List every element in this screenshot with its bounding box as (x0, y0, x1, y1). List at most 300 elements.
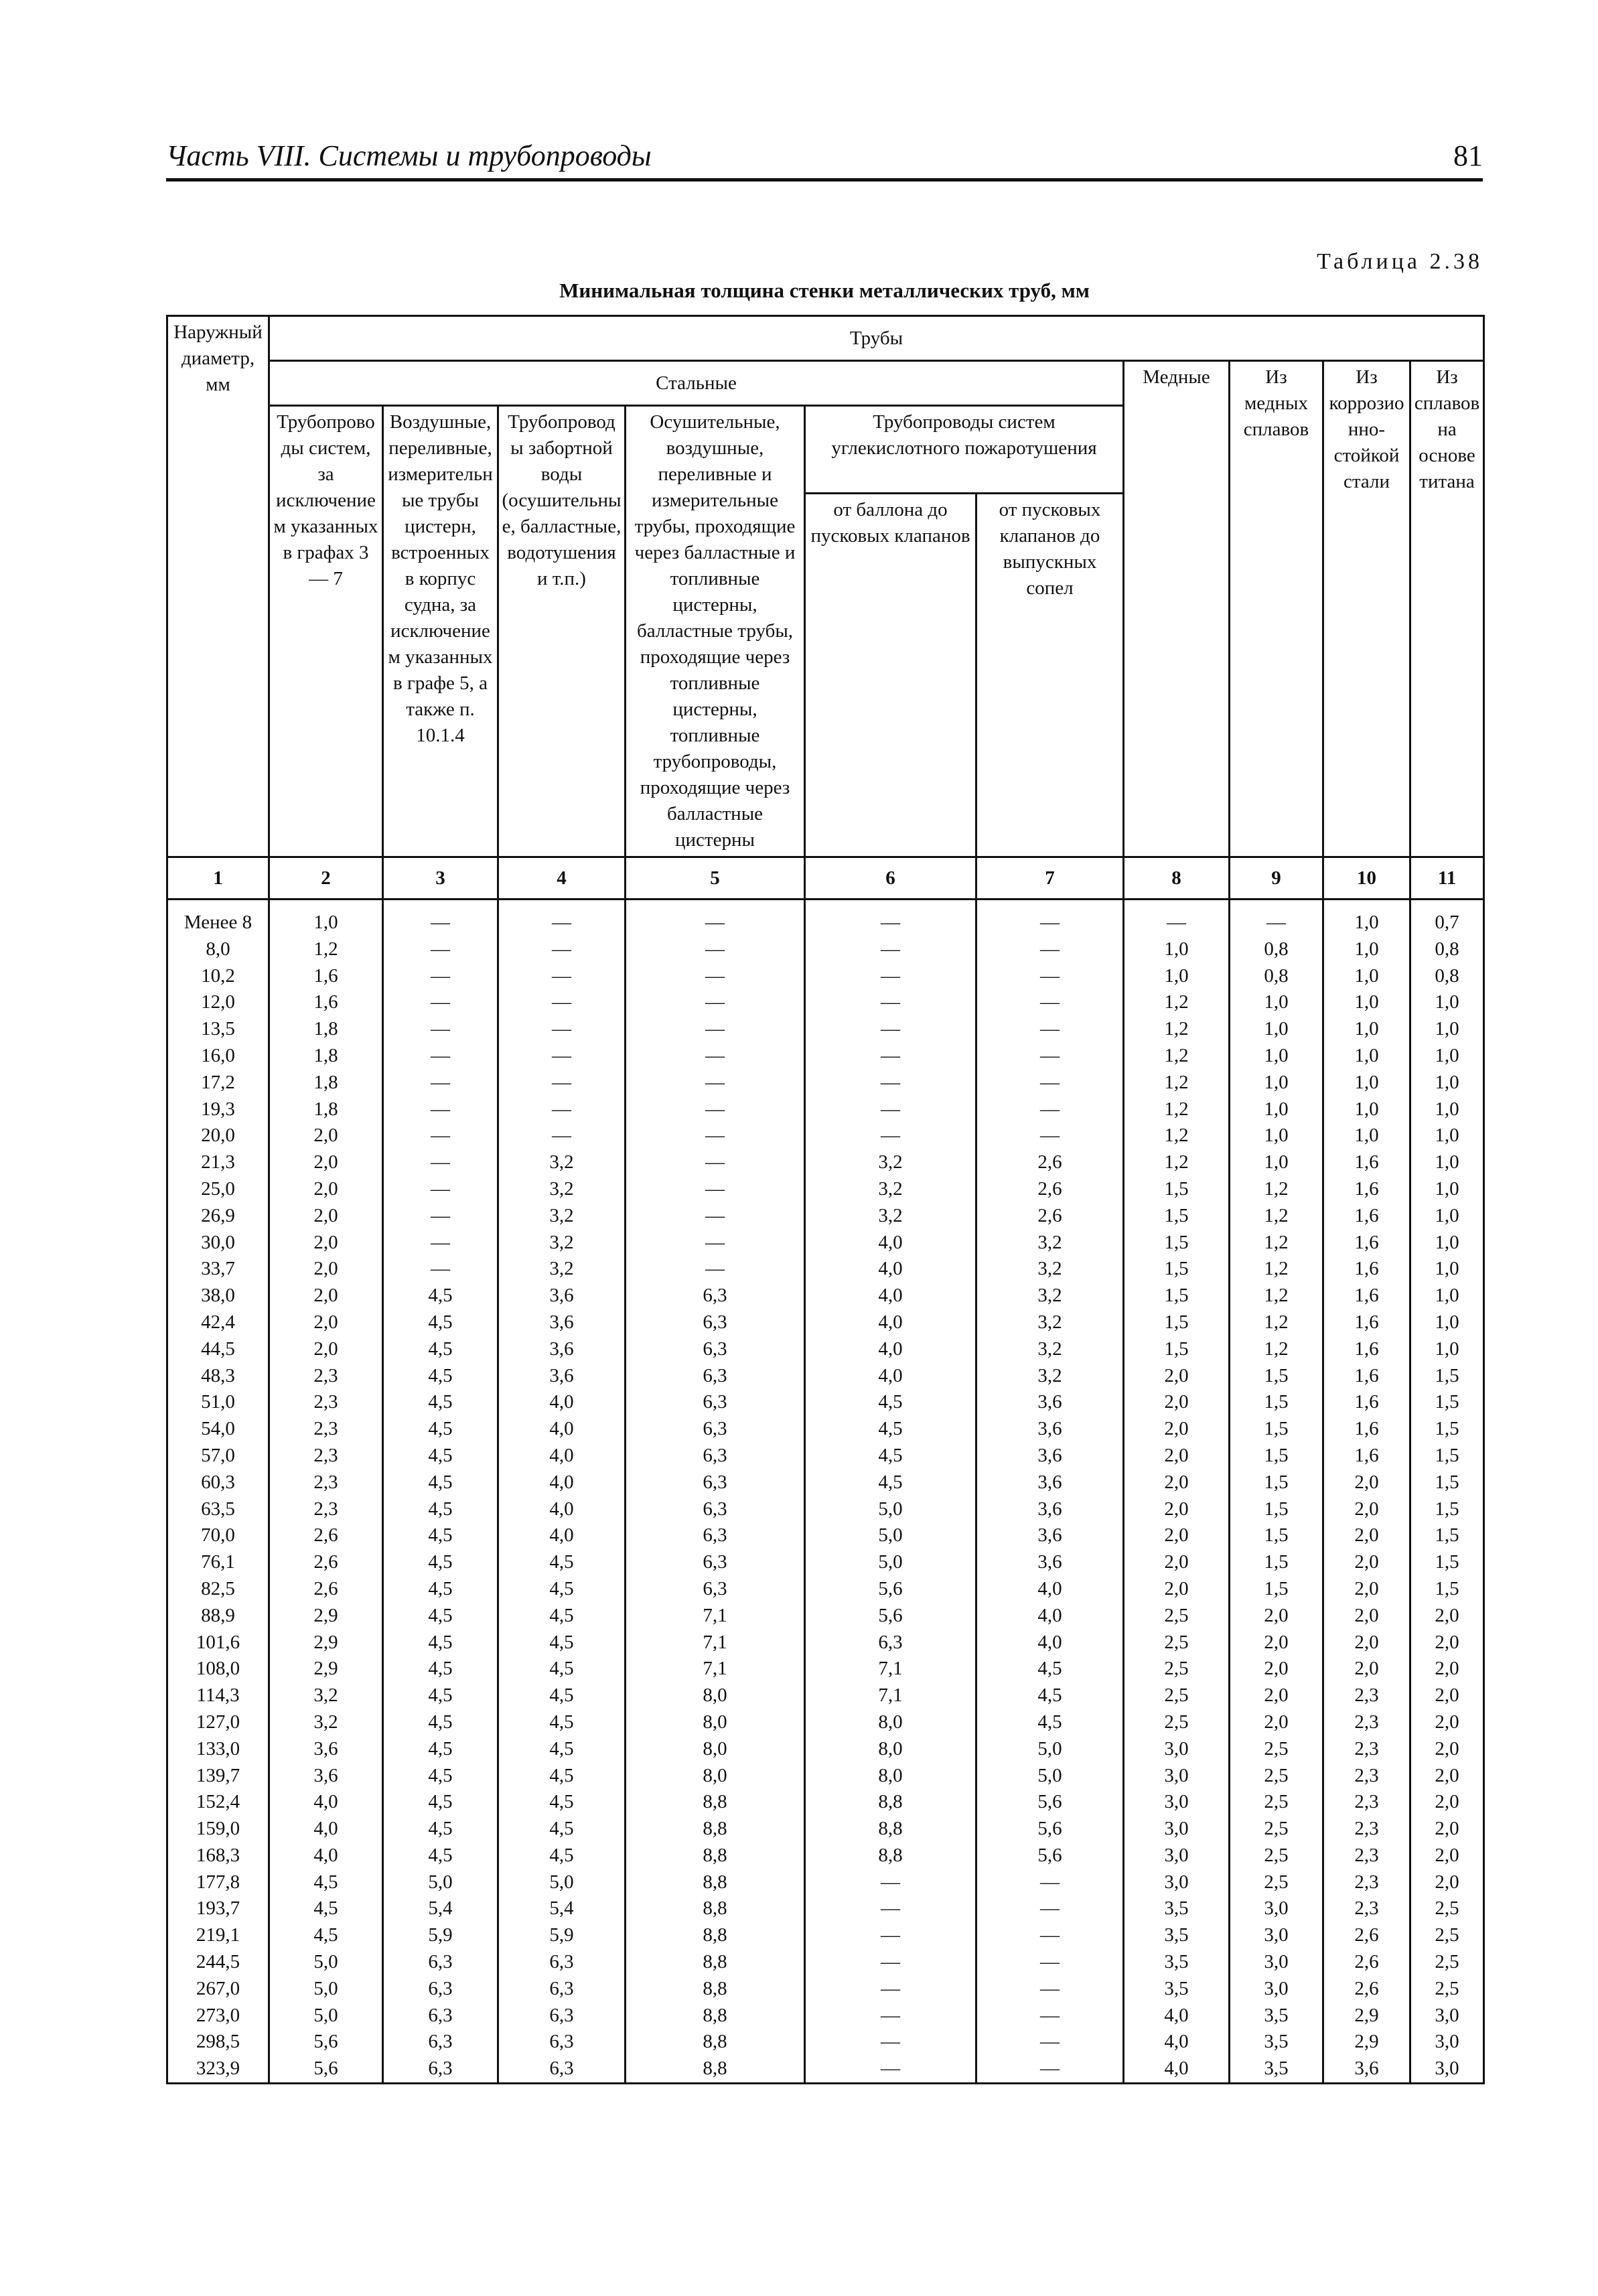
thickness-cell: 5,6 (269, 2029, 383, 2056)
thickness-cell: 4,5 (383, 1682, 498, 1709)
diameter-cell: 108,0 (167, 1656, 269, 1682)
thickness-cell: 4,5 (976, 1656, 1124, 1682)
thickness-cell: 6,3 (626, 1363, 805, 1390)
thickness-cell: 1,0 (1410, 1096, 1484, 1123)
thickness-cell: 4,5 (498, 1709, 626, 1736)
thickness-cell: 2,0 (1230, 1709, 1323, 1736)
thickness-cell: 2,9 (269, 1603, 383, 1630)
thickness-cell: 2,0 (1124, 1496, 1230, 1523)
thickness-cell: 2,3 (1323, 1709, 1410, 1736)
table-row (167, 1949, 1484, 1976)
diameter-cell: 19,3 (167, 1096, 269, 1123)
thickness-cell: 2,0 (1124, 1416, 1230, 1443)
thickness-cell: 1,5 (1410, 1522, 1484, 1549)
column-number: 3 (383, 857, 498, 900)
thickness-cell: — (805, 2029, 976, 2056)
thickness-cell: 1,0 (1410, 1230, 1484, 1257)
table-row (167, 2029, 1484, 2056)
thickness-cell: 8,0 (805, 1736, 976, 1763)
diameter-cell: 273,0 (167, 2003, 269, 2029)
table-row (167, 1869, 1484, 1896)
table-row (167, 1922, 1484, 1949)
thickness-cell: 4,5 (383, 1709, 498, 1736)
thickness-cell: 1,0 (1230, 1149, 1323, 1176)
diameter-cell: 42,4 (167, 1309, 269, 1336)
thickness-cell: 4,5 (383, 1603, 498, 1630)
thickness-cell: 3,6 (498, 1336, 626, 1363)
table-row (167, 1789, 1484, 1816)
diameter-cell: 177,8 (167, 1869, 269, 1896)
thickness-cell: — (976, 900, 1124, 936)
thickness-cell: — (626, 1203, 805, 1230)
thickness-cell: 3,2 (805, 1203, 976, 1230)
column-number: 10 (1323, 857, 1410, 900)
thickness-cell: 1,0 (1230, 1043, 1323, 1070)
thickness-cell: 1,2 (1124, 1070, 1230, 1096)
thickness-cell: 1,0 (269, 900, 383, 936)
table-row (167, 1176, 1484, 1203)
thickness-cell: 2,3 (269, 1389, 383, 1416)
thickness-cell: 4,5 (383, 1469, 498, 1496)
thickness-cell: — (976, 1869, 1124, 1896)
thickness-cell: 2,0 (269, 1149, 383, 1176)
thickness-cell: 2,9 (1323, 2029, 1410, 2056)
thickness-cell: 1,0 (1410, 1256, 1484, 1283)
thickness-cell: 2,6 (269, 1576, 383, 1603)
table-row (167, 1576, 1484, 1603)
thickness-cell: — (805, 2056, 976, 2083)
thickness-cell: 3,0 (1124, 1843, 1230, 1869)
thickness-cell: 1,6 (1323, 1416, 1410, 1443)
thickness-cell: 1,2 (1124, 989, 1230, 1016)
thickness-cell: 2,6 (269, 1549, 383, 1576)
thickness-cell: 2,0 (1410, 1682, 1484, 1709)
thickness-cell: — (805, 963, 976, 990)
thickness-cell: 2,5 (1124, 1630, 1230, 1656)
co2-system-header: Трубопроводы систем углекислотного пожаротушения (805, 406, 1124, 494)
thickness-cell: 3,2 (976, 1363, 1124, 1390)
thickness-cell: 6,3 (626, 1283, 805, 1309)
thickness-cell: 1,0 (1410, 1149, 1484, 1176)
thickness-cell: — (976, 989, 1124, 1016)
table-row (167, 1976, 1484, 2003)
table-row (167, 1656, 1484, 1682)
thickness-cell: 1,0 (1410, 1070, 1484, 1096)
thickness-cell: 2,5 (1410, 1922, 1484, 1949)
thickness-cell: 4,0 (269, 1843, 383, 1869)
thickness-cell: — (498, 1096, 626, 1123)
thickness-cell: — (976, 1976, 1124, 2003)
thickness-cell: 3,6 (498, 1283, 626, 1309)
thickness-cell: 6,3 (498, 1949, 626, 1976)
diameter-cell: 219,1 (167, 1922, 269, 1949)
thickness-cell: 3,0 (1230, 1949, 1323, 1976)
thickness-cell: 4,5 (498, 1816, 626, 1843)
diameter-cell: 139,7 (167, 1763, 269, 1790)
thickness-cell: 2,3 (269, 1363, 383, 1390)
thickness-cell: 2,0 (1124, 1469, 1230, 1496)
thickness-cell: — (976, 2056, 1124, 2083)
thickness-cell: 4,0 (498, 1496, 626, 1523)
thickness-cell: 2,3 (1323, 1869, 1410, 1896)
thickness-cell: 1,5 (1230, 1469, 1323, 1496)
thickness-cell: 2,0 (1124, 1549, 1230, 1576)
thickness-cell: 2,9 (1323, 2003, 1410, 2029)
table-row (167, 1256, 1484, 1283)
thickness-cell: 8,8 (805, 1816, 976, 1843)
thickness-cell: — (626, 1256, 805, 1283)
thickness-cell: 2,0 (1410, 1789, 1484, 1816)
thickness-cell: 2,3 (269, 1469, 383, 1496)
thickness-cell: 2,0 (1410, 1763, 1484, 1790)
thickness-cell: 4,5 (269, 1922, 383, 1949)
table-row (167, 1522, 1484, 1549)
thickness-cell: — (805, 1869, 976, 1896)
thickness-cell: 1,0 (1323, 1016, 1410, 1043)
thickness-cell: 4,5 (498, 1763, 626, 1790)
diameter-cell: 159,0 (167, 1816, 269, 1843)
thickness-cell: 3,2 (976, 1256, 1124, 1283)
thickness-cell: 2,0 (1124, 1443, 1230, 1469)
table-caption: Минимальная толщина стенки металлических труб, мм (559, 279, 1090, 302)
thickness-cell: 4,5 (383, 1416, 498, 1443)
copper-alloys-header: Из медных сплавов (1230, 361, 1323, 857)
thickness-cell: 5,9 (383, 1922, 498, 1949)
thickness-cell: 8,0 (626, 1736, 805, 1763)
thickness-cell: 6,3 (383, 2029, 498, 2056)
thickness-cell: 4,5 (976, 1682, 1124, 1709)
thickness-cell: 0,8 (1230, 963, 1323, 990)
column-number: 11 (1410, 857, 1484, 900)
copper-header: Медные (1124, 361, 1230, 857)
table-row (167, 1416, 1484, 1443)
thickness-cell: — (805, 989, 976, 1016)
thickness-cell: 4,5 (805, 1469, 976, 1496)
thickness-cell: 4,5 (805, 1416, 976, 1443)
diameter-cell: 20,0 (167, 1123, 269, 1149)
thickness-cell: 8,8 (805, 1843, 976, 1869)
thickness-cell: 7,1 (626, 1630, 805, 1656)
thickness-cell: 4,0 (498, 1469, 626, 1496)
thickness-cell: 1,5 (1410, 1389, 1484, 1416)
thickness-cell: 3,0 (1124, 1736, 1230, 1763)
thickness-cell: 3,2 (976, 1336, 1124, 1363)
diameter-cell: 44,5 (167, 1336, 269, 1363)
thickness-cell: 0,8 (1230, 936, 1323, 963)
thickness-cell: 2,0 (1323, 1656, 1410, 1682)
thickness-cell: — (498, 900, 626, 936)
thickness-cell: 4,5 (383, 1656, 498, 1682)
thickness-cell: 4,0 (805, 1309, 976, 1336)
thickness-cell: 5,0 (269, 1949, 383, 1976)
table-row (167, 900, 1484, 936)
thickness-cell: 4,5 (269, 1869, 383, 1896)
thickness-cell: 3,0 (1124, 1816, 1230, 1843)
thickness-cell: 1,0 (1323, 963, 1410, 990)
thickness-cell: — (383, 1203, 498, 1230)
thickness-cell: 4,0 (1124, 2029, 1230, 2056)
thickness-cell: 4,5 (269, 1895, 383, 1922)
col-2-header: Трубопроводы систем, за исключением указанных в графах 3 — 7 (269, 406, 383, 857)
thickness-cell: 3,6 (1323, 2056, 1410, 2083)
thickness-cell: 1,5 (1124, 1230, 1230, 1257)
thickness-cell: 2,6 (976, 1149, 1124, 1176)
thickness-cell: 8,8 (626, 2056, 805, 2083)
thickness-cell: 5,0 (805, 1496, 976, 1523)
thickness-cell: 1,2 (1230, 1203, 1323, 1230)
thickness-cell: 4,5 (383, 1630, 498, 1656)
thickness-cell: — (498, 989, 626, 1016)
diameter-cell: 17,2 (167, 1070, 269, 1096)
thickness-cell: 3,6 (269, 1763, 383, 1790)
thickness-cell: 2,0 (1323, 1576, 1410, 1603)
thickness-cell: 3,6 (976, 1416, 1124, 1443)
thickness-cell: 4,5 (383, 1816, 498, 1843)
thickness-cell: 2,3 (1323, 1895, 1410, 1922)
thickness-cell: 6,3 (626, 1336, 805, 1363)
thickness-cell: 6,3 (626, 1576, 805, 1603)
thickness-cell: 2,3 (1323, 1843, 1410, 1869)
table-row (167, 963, 1484, 990)
column-number: 9 (1230, 857, 1323, 900)
thickness-cell: 4,5 (383, 1549, 498, 1576)
thickness-cell: 1,2 (1230, 1176, 1323, 1203)
thickness-cell: — (976, 963, 1124, 990)
thickness-cell: 2,5 (1230, 1736, 1323, 1763)
thickness-cell: 8,8 (626, 1816, 805, 1843)
thickness-cell: 1,2 (1230, 1336, 1323, 1363)
col-4-header: Трубопроводы забортной воды (осушительные, балластные, водотушения и т.п.) (498, 406, 626, 857)
thickness-cell: — (498, 1043, 626, 1070)
thickness-cell: 8,8 (626, 1789, 805, 1816)
thickness-cell: — (976, 936, 1124, 963)
table-row (167, 1016, 1484, 1043)
thickness-cell: — (498, 963, 626, 990)
thickness-cell: 4,5 (805, 1389, 976, 1416)
thickness-cell: 2,0 (1410, 1816, 1484, 1843)
col-diameter-header: Наружный диаметр, мм (167, 316, 269, 857)
thickness-cell: 2,0 (1323, 1603, 1410, 1630)
thickness-cell: 6,3 (626, 1549, 805, 1576)
thickness-cell: 2,5 (1230, 1843, 1323, 1869)
thickness-cell: 3,0 (1410, 2029, 1484, 2056)
thickness-cell: 4,5 (383, 1763, 498, 1790)
thickness-cell: 8,8 (626, 1869, 805, 1896)
thickness-cell: — (383, 989, 498, 1016)
thickness-cell: 1,0 (1410, 1123, 1484, 1149)
thickness-cell: 2,3 (1323, 1763, 1410, 1790)
thickness-cell: 4,5 (498, 1736, 626, 1763)
thickness-cell: 1,2 (1230, 1230, 1323, 1257)
diameter-cell: 88,9 (167, 1603, 269, 1630)
col-5-header: Осушительные, воздушные, переливные и измерительные трубы, проходящие через балластные и топливные цистерны, балластные трубы, проходящие через топливные цистерны, топливные трубопроводы, проходящие через балластные цистерны (626, 406, 805, 857)
table-row (167, 1709, 1484, 1736)
thickness-cell: 3,6 (976, 1522, 1124, 1549)
thickness-cell: 1,6 (1323, 1336, 1410, 1363)
thickness-cell: 4,5 (383, 1736, 498, 1763)
thickness-cell: — (498, 1070, 626, 1096)
thickness-cell: 5,0 (976, 1763, 1124, 1790)
thickness-cell: 8,8 (626, 1895, 805, 1922)
thickness-cell: 4,5 (383, 1363, 498, 1390)
thickness-cell: 6,3 (626, 1309, 805, 1336)
thickness-cell: 3,6 (976, 1389, 1124, 1416)
thickness-cell: 1,2 (1124, 1016, 1230, 1043)
thickness-cell: 1,5 (1410, 1549, 1484, 1576)
thickness-cell: 1,6 (269, 963, 383, 990)
thickness-cell: 1,6 (1323, 1283, 1410, 1309)
thickness-cell: 4,5 (498, 1603, 626, 1630)
thickness-cell: 1,6 (1323, 1149, 1410, 1176)
thickness-cell: 1,2 (1230, 1283, 1323, 1309)
thickness-cell: 4,5 (383, 1522, 498, 1549)
thickness-cell: 4,5 (805, 1443, 976, 1469)
thickness-cell: 1,0 (1410, 1336, 1484, 1363)
thickness-cell: — (805, 936, 976, 963)
thickness-cell: 4,0 (805, 1283, 976, 1309)
thickness-cell: 5,6 (976, 1816, 1124, 1843)
thickness-cell: 2,0 (1410, 1869, 1484, 1896)
thickness-cell: 4,0 (498, 1522, 626, 1549)
thickness-cell: 1,6 (269, 989, 383, 1016)
thickness-cell: 1,5 (1230, 1389, 1323, 1416)
thickness-cell: 2,5 (1230, 1789, 1323, 1816)
diameter-cell: 51,0 (167, 1389, 269, 1416)
thickness-cell: 1,6 (1323, 1256, 1410, 1283)
diameter-cell: 38,0 (167, 1283, 269, 1309)
thickness-cell: 2,0 (1230, 1656, 1323, 1682)
thickness-cell: — (383, 1096, 498, 1123)
table-row (167, 1763, 1484, 1790)
diameter-cell: 267,0 (167, 1976, 269, 2003)
thickness-cell: 6,3 (498, 2003, 626, 2029)
thickness-cell: 6,3 (383, 1949, 498, 1976)
thickness-cell: 5,0 (805, 1522, 976, 1549)
thickness-cell: 1,5 (1410, 1443, 1484, 1469)
thickness-cell: 3,2 (805, 1176, 976, 1203)
thickness-cell: 1,6 (1323, 1203, 1410, 1230)
thickness-cell: 2,3 (269, 1496, 383, 1523)
thickness-cell: 1,5 (1230, 1576, 1323, 1603)
thickness-cell: — (626, 1096, 805, 1123)
diameter-cell: Менее 8 (167, 900, 269, 936)
thickness-cell: 5,0 (976, 1736, 1124, 1763)
thickness-cell: 3,6 (976, 1443, 1124, 1469)
thickness-cell: 3,2 (498, 1256, 626, 1283)
table-label: Таблица 2.38 (1317, 249, 1483, 274)
thickness-cell: 8,8 (626, 1922, 805, 1949)
table-row (167, 1230, 1484, 1257)
thickness-cell: 2,0 (1124, 1363, 1230, 1390)
thickness-cell: 4,5 (976, 1709, 1124, 1736)
thickness-cell: 2,0 (269, 1336, 383, 1363)
diameter-cell: 25,0 (167, 1176, 269, 1203)
thickness-cell: 1,2 (1124, 1123, 1230, 1149)
thickness-cell: 1,0 (1124, 936, 1230, 963)
table-row (167, 1736, 1484, 1763)
thickness-cell: 6,3 (626, 1389, 805, 1416)
diameter-cell: 101,6 (167, 1630, 269, 1656)
thickness-cell: 4,5 (383, 1283, 498, 1309)
thickness-cell: 2,0 (269, 1230, 383, 1257)
thickness-cell: 5,0 (269, 2003, 383, 2029)
wall-thickness-table (166, 315, 1485, 2084)
thickness-cell: 2,9 (269, 1656, 383, 1682)
thickness-cell: 2,0 (1124, 1576, 1230, 1603)
thickness-cell: 4,0 (269, 1816, 383, 1843)
table-row (167, 2003, 1484, 2029)
diameter-cell: 48,3 (167, 1363, 269, 1390)
diameter-cell: 193,7 (167, 1895, 269, 1922)
thickness-cell: 5,9 (498, 1922, 626, 1949)
thickness-cell: 5,6 (976, 1789, 1124, 1816)
table-row (167, 1895, 1484, 1922)
thickness-cell: — (626, 1016, 805, 1043)
thickness-cell: 1,0 (1410, 1176, 1484, 1203)
thickness-cell: — (383, 1016, 498, 1043)
thickness-cell: 4,5 (383, 1309, 498, 1336)
thickness-cell: 1,0 (1124, 963, 1230, 990)
thickness-cell: 2,0 (1323, 1522, 1410, 1549)
table-body (167, 900, 1484, 2084)
thickness-cell: 8,0 (805, 1763, 976, 1790)
thickness-cell: 5,6 (805, 1603, 976, 1630)
thickness-cell: 5,6 (976, 1843, 1124, 1869)
thickness-cell: 3,0 (1230, 1922, 1323, 1949)
thickness-cell: 8,0 (626, 1709, 805, 1736)
thickness-cell: 1,5 (1410, 1363, 1484, 1390)
thickness-cell: 4,5 (383, 1789, 498, 1816)
thickness-cell: 6,3 (498, 2056, 626, 2083)
section-title: Часть VIII. Системы и трубопроводы (166, 139, 652, 172)
thickness-cell: — (626, 989, 805, 1016)
thickness-cell: 1,2 (1124, 1096, 1230, 1123)
thickness-cell: 4,0 (976, 1603, 1124, 1630)
diameter-cell: 70,0 (167, 1522, 269, 1549)
thickness-cell: 1,5 (1124, 1283, 1230, 1309)
running-header (166, 131, 1483, 182)
thickness-cell: 0,8 (1410, 963, 1484, 990)
thickness-cell: 3,5 (1230, 2003, 1323, 2029)
thickness-cell: 1,0 (1230, 1123, 1323, 1149)
thickness-cell: — (383, 1149, 498, 1176)
thickness-cell: 1,0 (1230, 989, 1323, 1016)
thickness-cell: 1,0 (1410, 1016, 1484, 1043)
thickness-cell: — (498, 1123, 626, 1149)
diameter-cell: 323,9 (167, 2056, 269, 2083)
thickness-cell: — (383, 900, 498, 936)
thickness-cell: 2,5 (1410, 1949, 1484, 1976)
thickness-cell: 2,0 (1410, 1656, 1484, 1682)
table-row (167, 1309, 1484, 1336)
thickness-cell: 2,0 (269, 1256, 383, 1283)
thickness-cell: 1,0 (1410, 989, 1484, 1016)
thickness-cell: — (626, 1123, 805, 1149)
diameter-cell: 57,0 (167, 1443, 269, 1469)
thickness-cell: 3,0 (1124, 1763, 1230, 1790)
thickness-cell: — (383, 1123, 498, 1149)
diameter-cell: 13,5 (167, 1016, 269, 1043)
thickness-cell: 4,5 (383, 1443, 498, 1469)
col-3-header: Воздушные, переливные, измерительные трубы цистерн, встроенных в корпус судна, за исключением указанных в графе 5, а также п. 10.1.4 (383, 406, 498, 857)
table-row (167, 1203, 1484, 1230)
diameter-cell: 168,3 (167, 1843, 269, 1869)
thickness-cell: — (383, 1070, 498, 1096)
thickness-cell: — (498, 1016, 626, 1043)
thickness-cell: 7,1 (626, 1656, 805, 1682)
thickness-cell: 2,0 (1323, 1549, 1410, 1576)
diameter-cell: 16,0 (167, 1043, 269, 1070)
